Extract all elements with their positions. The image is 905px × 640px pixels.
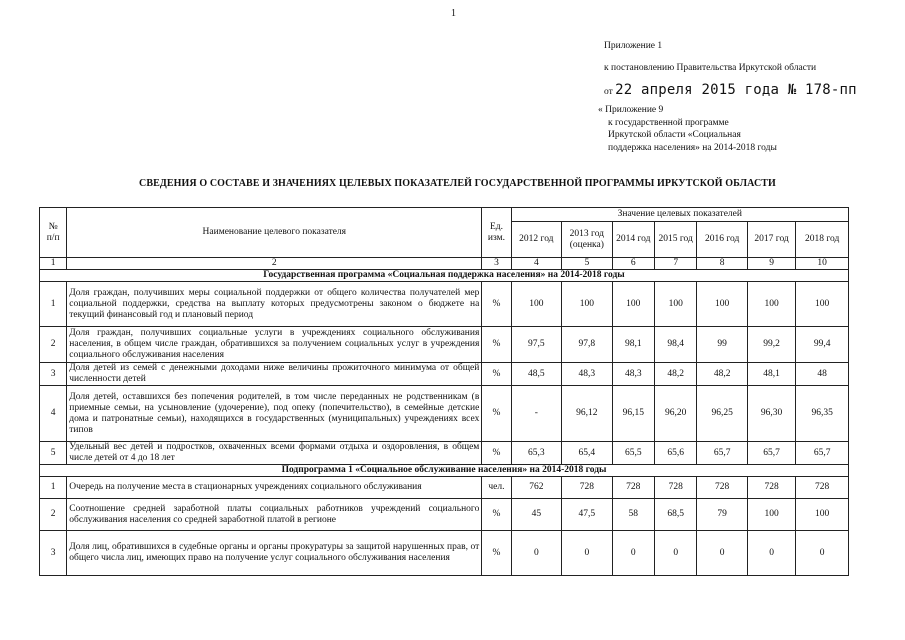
year-header: 2015 год bbox=[654, 222, 696, 258]
column-number-cell: 6 bbox=[612, 258, 654, 270]
annex-9-line3: Иркутской области «Социальная bbox=[608, 130, 741, 140]
value-cell: 65,3 bbox=[511, 442, 561, 465]
column-number-cell: 4 bbox=[511, 258, 561, 270]
value-cell: 65,5 bbox=[612, 442, 654, 465]
unit-cell: чел. bbox=[482, 477, 511, 499]
indicator-name: Очередь на получение места в стационарных учреждениях социального обслуживания bbox=[67, 477, 482, 499]
value-cell: 48,1 bbox=[747, 363, 795, 386]
value-cell: 100 bbox=[747, 282, 795, 327]
value-cell: 97,8 bbox=[562, 327, 612, 363]
appendix-label: Приложение 1 bbox=[604, 41, 663, 51]
resolution-date-line bbox=[604, 84, 857, 99]
column-number-cell: 8 bbox=[697, 258, 747, 270]
value-cell: 96,25 bbox=[697, 386, 747, 442]
year-header: 2014 год bbox=[612, 222, 654, 258]
document-title: СВЕДЕНИЯ О СОСТАВЕ И ЗНАЧЕНИЯХ ЦЕЛЕВЫХ ПОКАЗАТЕЛЕЙ ГОСУДАРСТВЕННОЙ ПРОГРАММЫ ИРКУТСКОЙ ОБЛАСТИ bbox=[139, 178, 776, 189]
value-cell: 58 bbox=[612, 499, 654, 531]
value-cell: 48,3 bbox=[612, 363, 654, 386]
value-cell: 100 bbox=[796, 282, 849, 327]
value-cell: 0 bbox=[697, 531, 747, 576]
resolution-label: к постановлению Правительства Иркутской области bbox=[604, 63, 817, 73]
row-number: 1 bbox=[40, 477, 67, 499]
indicator-name: Доля лиц, обратившихся в судебные органы и органы прокуратуры за защитой нарушенных прав, от общего числа лиц, имеющих право на получение услуг социального обслуживания населения bbox=[67, 531, 482, 576]
value-cell: - bbox=[511, 386, 561, 442]
col-name-header: Наименование целевого показателя bbox=[67, 208, 482, 258]
value-cell: 99,2 bbox=[747, 327, 795, 363]
row-number: 3 bbox=[40, 531, 67, 576]
value-cell: 48 bbox=[796, 363, 849, 386]
table-row bbox=[40, 363, 849, 386]
column-number-cell: 2 bbox=[67, 258, 482, 270]
col-number-header: № п/п bbox=[40, 208, 67, 258]
year-header: 2016 год bbox=[697, 222, 747, 258]
value-cell: 45 bbox=[511, 499, 561, 531]
indicator-name: Доля детей, оставшихся без попечения родителей, в том числе переданных не родственникам (в приемные семьи, на усыновление (удочерение), под опеку (попечительство), в семейные детские дома и патронатные семьи), находящихся в государственных (муниципальных) учреждениях всех типов bbox=[67, 386, 482, 442]
col-values-header: Значение целевых показателей bbox=[511, 208, 848, 222]
value-cell: 728 bbox=[654, 477, 696, 499]
value-cell: 728 bbox=[562, 477, 612, 499]
date-prefix: от bbox=[604, 87, 613, 97]
value-cell: 100 bbox=[612, 282, 654, 327]
subprogram-rows bbox=[40, 477, 849, 576]
table-row bbox=[40, 531, 849, 576]
value-cell: 79 bbox=[697, 499, 747, 531]
unit-cell: % bbox=[482, 386, 511, 442]
indicator-name: Удельный вес детей и подростков, охваченных всеми формами отдыха и оздоровления, в общем числе детей от 4 до 18 лет bbox=[67, 442, 482, 465]
year-header: 2013 год (оценка) bbox=[562, 222, 612, 258]
value-cell: 100 bbox=[511, 282, 561, 327]
value-cell: 728 bbox=[612, 477, 654, 499]
value-cell: 48,2 bbox=[654, 363, 696, 386]
value-cell: 0 bbox=[747, 531, 795, 576]
unit-cell: % bbox=[482, 282, 511, 327]
value-cell: 99,4 bbox=[796, 327, 849, 363]
table-row bbox=[40, 477, 849, 499]
page-number: 1 bbox=[451, 8, 456, 19]
value-cell: 98,1 bbox=[612, 327, 654, 363]
program-rows bbox=[40, 282, 849, 465]
year-header: 2017 год bbox=[747, 222, 795, 258]
value-cell: 0 bbox=[562, 531, 612, 576]
indicator-name: Доля детей из семей с денежными доходами ниже величины прожиточного минимума от общей численности детей bbox=[67, 363, 482, 386]
approval-header bbox=[604, 40, 857, 99]
value-cell: 99 bbox=[697, 327, 747, 363]
value-cell: 100 bbox=[796, 499, 849, 531]
column-number-cell: 3 bbox=[482, 258, 511, 270]
value-cell: 68,5 bbox=[654, 499, 696, 531]
row-number: 1 bbox=[40, 282, 67, 327]
value-cell: 0 bbox=[511, 531, 561, 576]
row-number: 5 bbox=[40, 442, 67, 465]
value-cell: 65,7 bbox=[747, 442, 795, 465]
col-unit-header: Ед. изм. bbox=[482, 208, 511, 258]
table-header-row bbox=[40, 208, 849, 222]
value-cell: 762 bbox=[511, 477, 561, 499]
value-cell: 96,12 bbox=[562, 386, 612, 442]
value-cell: 65,6 bbox=[654, 442, 696, 465]
unit-cell: % bbox=[482, 442, 511, 465]
row-number: 3 bbox=[40, 363, 67, 386]
unit-cell: % bbox=[482, 499, 511, 531]
row-number: 2 bbox=[40, 499, 67, 531]
year-header: 2012 год bbox=[511, 222, 561, 258]
indicators-table bbox=[39, 207, 849, 576]
value-cell: 98,4 bbox=[654, 327, 696, 363]
annex-9-header bbox=[598, 104, 777, 154]
column-number-cell: 10 bbox=[796, 258, 849, 270]
annex-9-line4: поддержка населения» на 2014-2018 годы bbox=[608, 142, 777, 153]
year-header: 2018 год bbox=[796, 222, 849, 258]
section-title-subprogram: Подпрограмма 1 «Социальное обслуживание населения» на 2014-2018 годы bbox=[40, 465, 849, 477]
value-cell: 100 bbox=[654, 282, 696, 327]
value-cell: 48,3 bbox=[562, 363, 612, 386]
value-cell: 96,35 bbox=[796, 386, 849, 442]
row-number: 4 bbox=[40, 386, 67, 442]
value-cell: 96,30 bbox=[747, 386, 795, 442]
value-cell: 97,5 bbox=[511, 327, 561, 363]
value-cell: 65,7 bbox=[796, 442, 849, 465]
value-cell: 96,20 bbox=[654, 386, 696, 442]
value-cell: 0 bbox=[654, 531, 696, 576]
section-title-program: Государственная программа «Социальная поддержка населения» на 2014-2018 годы bbox=[40, 270, 849, 282]
value-cell: 65,4 bbox=[562, 442, 612, 465]
row-number: 2 bbox=[40, 327, 67, 363]
table-row bbox=[40, 282, 849, 327]
value-cell: 100 bbox=[747, 499, 795, 531]
annex-9-line2: к государственной программе bbox=[608, 117, 729, 128]
value-cell: 728 bbox=[796, 477, 849, 499]
annex-9-label: « Приложение 9 bbox=[598, 105, 664, 115]
value-cell: 100 bbox=[697, 282, 747, 327]
indicator-name: Доля граждан, получивших социальные услуги в учреждениях социального обслуживания населения, в общем числе граждан, обратившихся за получением социальных услуг в учреждения социального обслуживания населения bbox=[67, 327, 482, 363]
column-number-cell: 7 bbox=[654, 258, 696, 270]
unit-cell: % bbox=[482, 327, 511, 363]
indicator-name: Соотношение средней заработной платы социальных работников учреждений социального обслуживания населения со средней заработной платой в регионе bbox=[67, 499, 482, 531]
section-row bbox=[40, 465, 849, 477]
value-cell: 0 bbox=[612, 531, 654, 576]
column-numbers-row bbox=[40, 258, 849, 270]
value-cell: 0 bbox=[796, 531, 849, 576]
value-cell: 96,15 bbox=[612, 386, 654, 442]
value-cell: 65,7 bbox=[697, 442, 747, 465]
column-number-cell: 1 bbox=[40, 258, 67, 270]
value-cell: 48,5 bbox=[511, 363, 561, 386]
column-number-cell: 9 bbox=[747, 258, 795, 270]
section-row bbox=[40, 270, 849, 282]
column-number-cell: 5 bbox=[562, 258, 612, 270]
resolution-date: 22 апреля 2015 года № 178-пп bbox=[615, 82, 857, 98]
unit-cell: % bbox=[482, 531, 511, 576]
value-cell: 728 bbox=[747, 477, 795, 499]
value-cell: 728 bbox=[697, 477, 747, 499]
value-cell: 48,2 bbox=[697, 363, 747, 386]
indicator-name: Доля граждан, получивших меры социальной поддержки от общего количества получателей мер социальной поддержки, средства на выплату которых предусмотрены законом о бюджете на текущий финансовый год и плановый период bbox=[67, 282, 482, 327]
table-row bbox=[40, 499, 849, 531]
table-row bbox=[40, 386, 849, 442]
table-row bbox=[40, 442, 849, 465]
unit-cell: % bbox=[482, 363, 511, 386]
value-cell: 47,5 bbox=[562, 499, 612, 531]
value-cell: 100 bbox=[562, 282, 612, 327]
table-row bbox=[40, 327, 849, 363]
